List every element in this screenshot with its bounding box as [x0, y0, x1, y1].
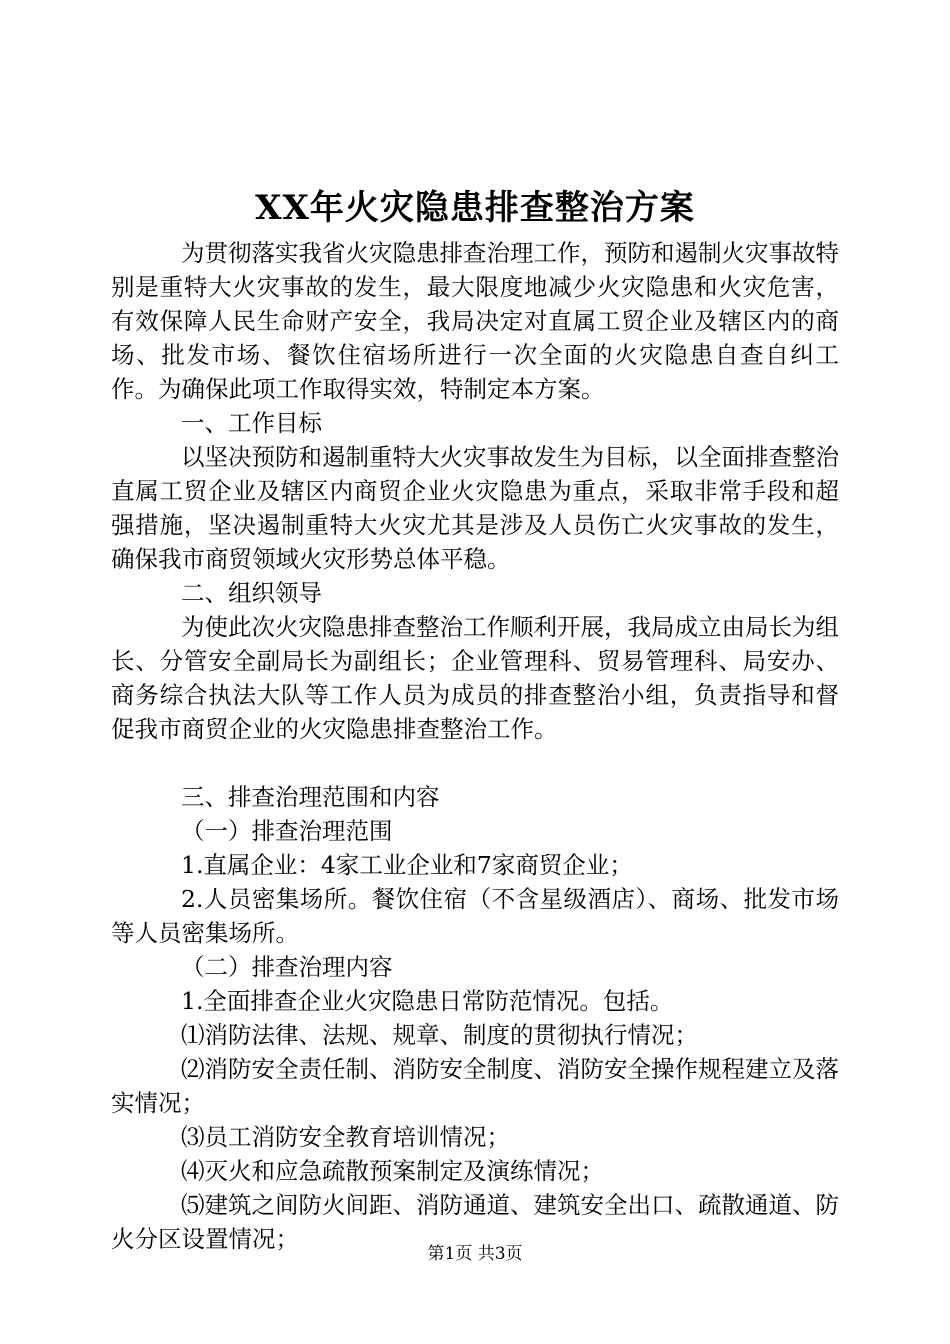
list-item: 1.直属企业：4家工业企业和7家商贸企业； [181, 851, 633, 879]
section-heading-organization: 二、组织领导 [181, 579, 322, 607]
list-item: ⑴消防法律、法规、规章、制度的贯彻执行情况； [181, 1021, 698, 1049]
list-item: ⑷灭火和应急疏散预案制定及演练情况； [181, 1157, 604, 1185]
subheading-content: （二）排查治理内容 [181, 953, 393, 981]
document-body [111, 236, 839, 1256]
section-heading-scope: 三、排查治理范围和内容 [181, 783, 440, 811]
document-title: XX年火灾隐患排查整治方案 [255, 188, 695, 228]
goals-paragraph: 以坚决预防和遏制重特大火灾事故发生为目标，以全面排查整治直属工贸企业及辖区内商贸企业火灾隐患为重点，采取非常手段和超强措施，坚决遏制重特大火灾尤其是涉及人员伤亡火灾事故的发生，确保我市商贸领域火灾形势总体平稳。 [111, 443, 839, 573]
organization-paragraph: 为使此次火灾隐患排查整治工作顺利开展，我局成立由局长为组长、分管安全副局长为副组长；企业管理科、贸易管理科、局安办、商务综合执法大队等工作人员为成员的排查整治小组，负责指导和督促我市商贸企业的火灾隐患排查整治工作。 [111, 613, 839, 743]
list-item: 1.全面排查企业火灾隐患日常防范情况。包括。 [181, 987, 674, 1015]
list-item: ⑶员工消防安全教育培训情况； [181, 1123, 510, 1151]
list-item: ⑵消防安全责任制、消防安全制度、消防安全操作规程建立及落实情况； [111, 1055, 839, 1117]
intro-paragraph: 为贯彻落实我省火灾隐患排查治理工作，预防和遏制火灾事故特别是重特大火灾事故的发生，最大限度地减少火灾隐患和火灾危害，有效保障人民生命财产安全，我局决定对直属工贸企业及辖区内的商场、批发市场、餐饮住宿场所进行一次全面的火灾隐患自查自纠工作。为确保此项工作取得实效，特制定本方案。 [111, 239, 839, 403]
list-item: ⑸建筑之间防火间距、消防通道、建筑安全出口、疏散通道、防火分区设置情况； [111, 1191, 839, 1253]
subheading-scope: （一）排查治理范围 [181, 817, 393, 845]
blank-line [111, 746, 839, 780]
section-heading-goals: 一、工作目标 [181, 409, 322, 437]
page-footer: 第1页 共3页 [427, 1244, 523, 1264]
list-item: 2.人员密集场所。餐饮住宿（不含星级酒店）、商场、批发市场等人员密集场所。 [111, 885, 839, 947]
